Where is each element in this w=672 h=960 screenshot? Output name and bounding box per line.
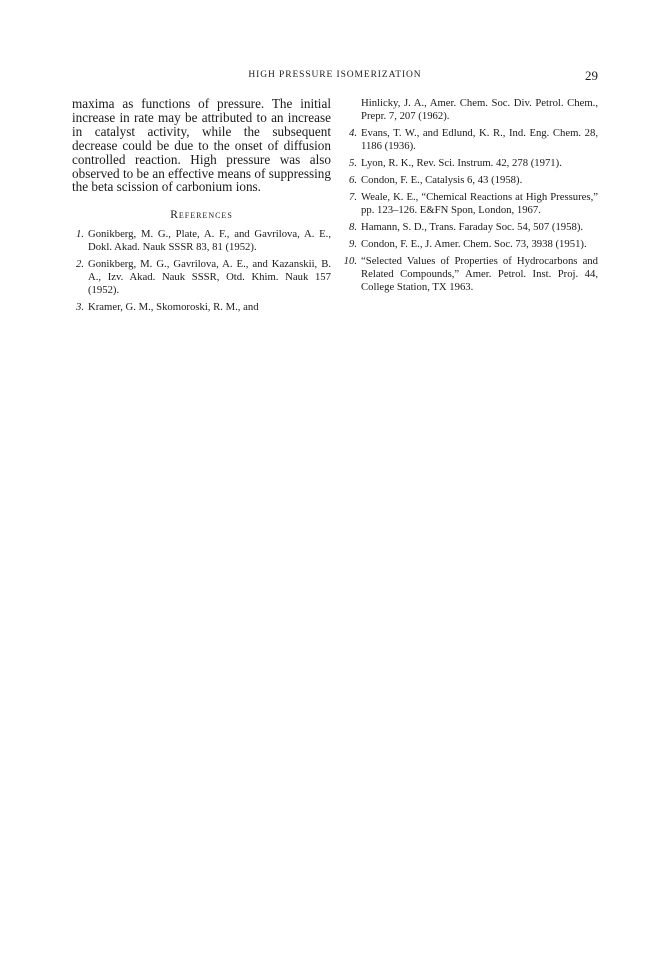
reference-item xyxy=(345,174,598,187)
reference-number: 7. xyxy=(348,191,357,203)
reference-text: Gonikberg, M. G., Plate, A. F., and Gavrilova, A. E., Dokl. Akad. Nauk SSSR 83, 81 (1952). xyxy=(88,228,331,254)
reference-item xyxy=(345,127,598,153)
reference-text: Kramer, G. M., Skomoroski, R. M., and xyxy=(88,301,259,314)
reference-text: Hinlicky, J. A., Amer. Chem. Soc. Div. Petrol. Chem., Prepr. 7, 207 (1962). xyxy=(361,97,598,122)
reference-list-left xyxy=(72,228,331,314)
reference-item xyxy=(72,258,331,297)
reference-number: 4. xyxy=(348,127,357,139)
reference-number: 1. xyxy=(75,228,84,241)
reference-text: Lyon, R. K., Rev. Sci. Instrum. 42, 278 (1971). xyxy=(361,157,562,169)
reference-number: 10. xyxy=(343,255,357,267)
page-number: 29 xyxy=(585,68,598,83)
reference-number: 8. xyxy=(348,221,357,233)
reference-number: 5. xyxy=(348,157,357,169)
reference-item xyxy=(345,97,598,123)
left-column xyxy=(72,97,331,318)
running-title: HIGH PRESSURE ISOMERIZATION xyxy=(248,70,422,80)
reference-number: 3. xyxy=(75,301,84,314)
reference-number: 9. xyxy=(348,238,357,250)
reference-item xyxy=(72,228,331,254)
reference-text: “Selected Values of Properties of Hydrocarbons and Related Compounds,” Amer. Petrol. Inst. Proj. 44, College Station, TX 1963. xyxy=(361,255,598,293)
reference-item xyxy=(72,301,331,314)
reference-item xyxy=(345,221,598,234)
reference-item xyxy=(345,238,598,251)
reference-item xyxy=(345,255,598,294)
reference-text: Condon, F. E., Catalysis 6, 43 (1958). xyxy=(361,174,523,186)
reference-text: Evans, T. W., and Edlund, K. R., Ind. Eng. Chem. 28, 1186 (1936). xyxy=(361,127,598,152)
body-paragraph: maxima as functions of pressure. The initial increase in rate may be attributed to an increase in catalyst activity, while the subsequent decrease could be due to the onset of diffusion controlled reaction. High pressure was also observed to be an effective means of suppressing the beta scission of carbonium ions. xyxy=(72,96,331,195)
reference-text: Gonikberg, M. G., Gavrilova, A. E., and Kazanskii, B. A., Izv. Akad. Nauk SSSR, Otd. Khim. Nauk 157 (1952). xyxy=(88,258,331,297)
reference-number: 6. xyxy=(348,174,357,186)
reference-text: Hamann, S. D., Trans. Faraday Soc. 54, 507 (1958). xyxy=(361,221,584,233)
reference-list-right xyxy=(345,97,598,294)
right-column xyxy=(345,97,598,298)
running-header xyxy=(72,68,598,84)
reference-text: Condon, F. E., J. Amer. Chem. Soc. 73, 3938 (1951). xyxy=(361,238,587,250)
references-heading: References xyxy=(170,209,233,222)
reference-number: 2. xyxy=(75,258,84,271)
reference-item xyxy=(345,157,598,170)
reference-item xyxy=(345,191,598,217)
reference-text: Weale, K. E., “Chemical Reactions at High Pressures,” pp. 123–126. E&FN Spon, London, 1967. xyxy=(361,191,598,216)
